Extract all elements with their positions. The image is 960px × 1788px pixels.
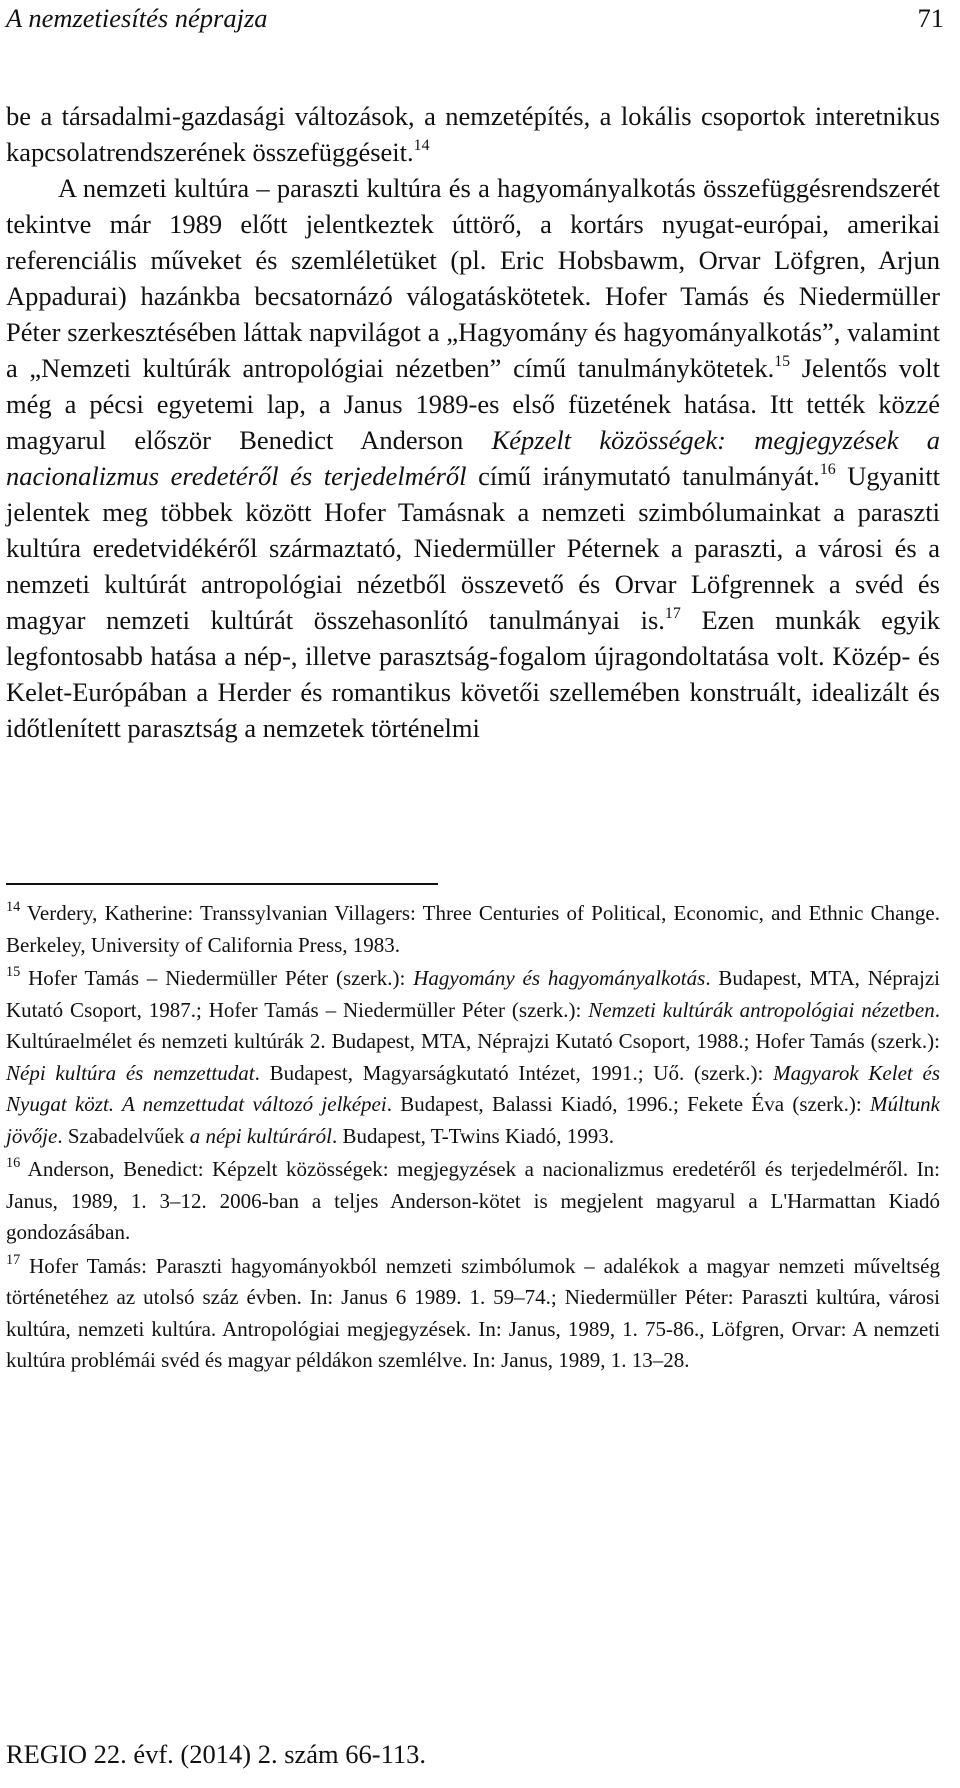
footnote-separator bbox=[6, 883, 438, 885]
footnote-text: Hofer Tamás – Niedermüller Péter (szerk.): bbox=[20, 966, 414, 990]
running-title: A nemzetiesítés néprajza bbox=[6, 3, 268, 33]
footnote-text: Anderson, Benedict: Képzelt közösségek: megjegyzések a nacionalizmus eredetéről és terjedelméről. In: Janus, 1989, 1. 3–12. 2006-ban a teljes Anderson-kötet is megjelent magyarul a L'Harmattan Kiadó gondozásában. bbox=[6, 1157, 940, 1244]
footnote-text: Hofer Tamás: Paraszti hagyományokból nemzeti szimbólumok – adalékok a magyar nemzeti műveltség történetéhez az utolsó száz évben. In: Janus 6 1989. 1. 59–74.; Niedermüller Péter: Paraszti kultúra, városi kultúra, nemzeti kultúra. Antropológiai megjegyzések. In: Janus, 1989, 1. 75-86., Löfgren, Orvar: A nemzeti kultúra problémái svéd és magyar példákon szemlélve. In: Janus, 1989, 1. 13–28. bbox=[6, 1253, 940, 1372]
book-title: a népi kultúráról bbox=[189, 1123, 333, 1148]
text-run: című iránymutató tanulmányát. bbox=[466, 461, 820, 491]
book-title: Népi kultúra és nemzettudat bbox=[6, 1060, 255, 1085]
footnote-ref-15: 15 bbox=[774, 353, 791, 371]
text-run: Ezen munkák egyik legfontosabb hatása a nép-, illetve parasztság-fogalom újragondoltatása volt. Közép- és Kelet-Európában a Herder és romantikus követői szellemében konstruált, idealizált és időtlenített parasztság a nemzetek történelmi bbox=[6, 605, 941, 743]
paragraph bbox=[6, 170, 940, 746]
book-title: Magyarok Kelet és Nyugat közt. A nemzettudat változó jelképei bbox=[6, 1060, 940, 1116]
text-run: Ugyanitt jelentek meg többek között Hofer Tamásnak a nemzeti szimbólumainkat a paraszti kultúra eredetvidékéről származtató, Niedermüller Péternek a paraszti, a városi és a nemzeti kultúrát antropológiai nézetből összevető és Orvar Löfgrennek a svéd és magyar nemzeti kultúrát összehasonlító tanulmányai is. bbox=[6, 461, 940, 635]
journal-footer: REGIO 22. évf. (2014) 2. szám 66-113. bbox=[6, 1739, 426, 1769]
main-text bbox=[6, 98, 940, 746]
footnote-ref-16: 16 bbox=[819, 461, 836, 479]
text-run: Jelentős volt még a pécsi egyetemi lap, a Janus 1989-es első füzetének hatása. Itt tették közzé magyarul először Benedict Anderson bbox=[6, 353, 940, 455]
text-run: A nemzeti kultúra – paraszti kultúra és a hagyományalkotás összefüggésrendszerét tekintve már 1989 előtt jelentkeztek úttörő, a kortárs nyugat-európai, amerikai referenciális műveket és szemléletüket (pl. Eric Hobsbawm, Orvar Löfgren, Arjun Appadurai) hazánkba becsatornázó válogatáskötetek. Hofer Tamás és Niedermüller Péter szerkesztésében láttak napvilágot a „Hagyomány és hagyományalkotás”, valamint a „Nemzeti kultúrák antropológiai nézetben” című tanulmánykötetek. bbox=[6, 173, 940, 383]
footnote-text: . Budapest, Magyarságkutató Intézet, 1991.; Uő. (szerk.): bbox=[254, 1060, 774, 1085]
footnote-number: 17 bbox=[6, 1251, 21, 1268]
footnote-17 bbox=[6, 1251, 940, 1377]
footnote-ref-17: 17 bbox=[664, 605, 681, 623]
footnote-number: 16 bbox=[6, 1155, 21, 1172]
footnote-text: Verdery, Katherine: Transsylvanian Villagers: Three Centuries of Political, Economic, and Ethnic Change. Berkeley, University of California Press, 1983. bbox=[6, 901, 940, 957]
footnote-text: . Szabadelvűek bbox=[57, 1123, 190, 1148]
book-title: Nemzeti kultúrák antropológiai nézetben bbox=[588, 997, 935, 1022]
book-title: Hagyomány és hagyományalkotás bbox=[413, 966, 706, 990]
footnote-text: . Budapest, Balassi Kiadó, 1996.; Fekete Éva (szerk.): bbox=[386, 1092, 871, 1116]
footnote-text: . Budapest, T-Twins Kiadó, 1993. bbox=[332, 1123, 615, 1148]
footnote-16 bbox=[6, 1154, 940, 1249]
book-title: Múltunk jövője bbox=[6, 1092, 940, 1148]
footnote-15 bbox=[6, 963, 940, 1152]
book-title: Képzelt közösségek: megjegyzések a nacionalizmus eredetéről és terjedelméről bbox=[6, 425, 941, 491]
footnote-14 bbox=[6, 898, 940, 961]
text-run: be a társadalmi-gazdasági változások, a nemzetépítés, a lokális csoportok interetnikus kapcsolatrendszerének összefüggéseit. bbox=[6, 101, 940, 167]
paragraph bbox=[6, 98, 940, 170]
running-header bbox=[6, 0, 944, 40]
footnote-number: 15 bbox=[6, 964, 21, 981]
footnote-text: . Kultúraelmélet és nemzeti kultúrák 2. Budapest, MTA, Néprajzi Kutató Csoport, 1988.; Hofer Tamás (szerk.): bbox=[6, 997, 940, 1053]
page-number: 71 bbox=[917, 3, 944, 33]
footnotes bbox=[6, 898, 940, 1379]
footnote-text: . Budapest, MTA, Néprajzi Kutató Csoport, 1987.; Hofer Tamás – Niedermüller Péter (szerk.): bbox=[6, 966, 940, 1022]
footnote-number: 14 bbox=[6, 899, 21, 916]
footnote-ref-14: 14 bbox=[413, 137, 430, 155]
